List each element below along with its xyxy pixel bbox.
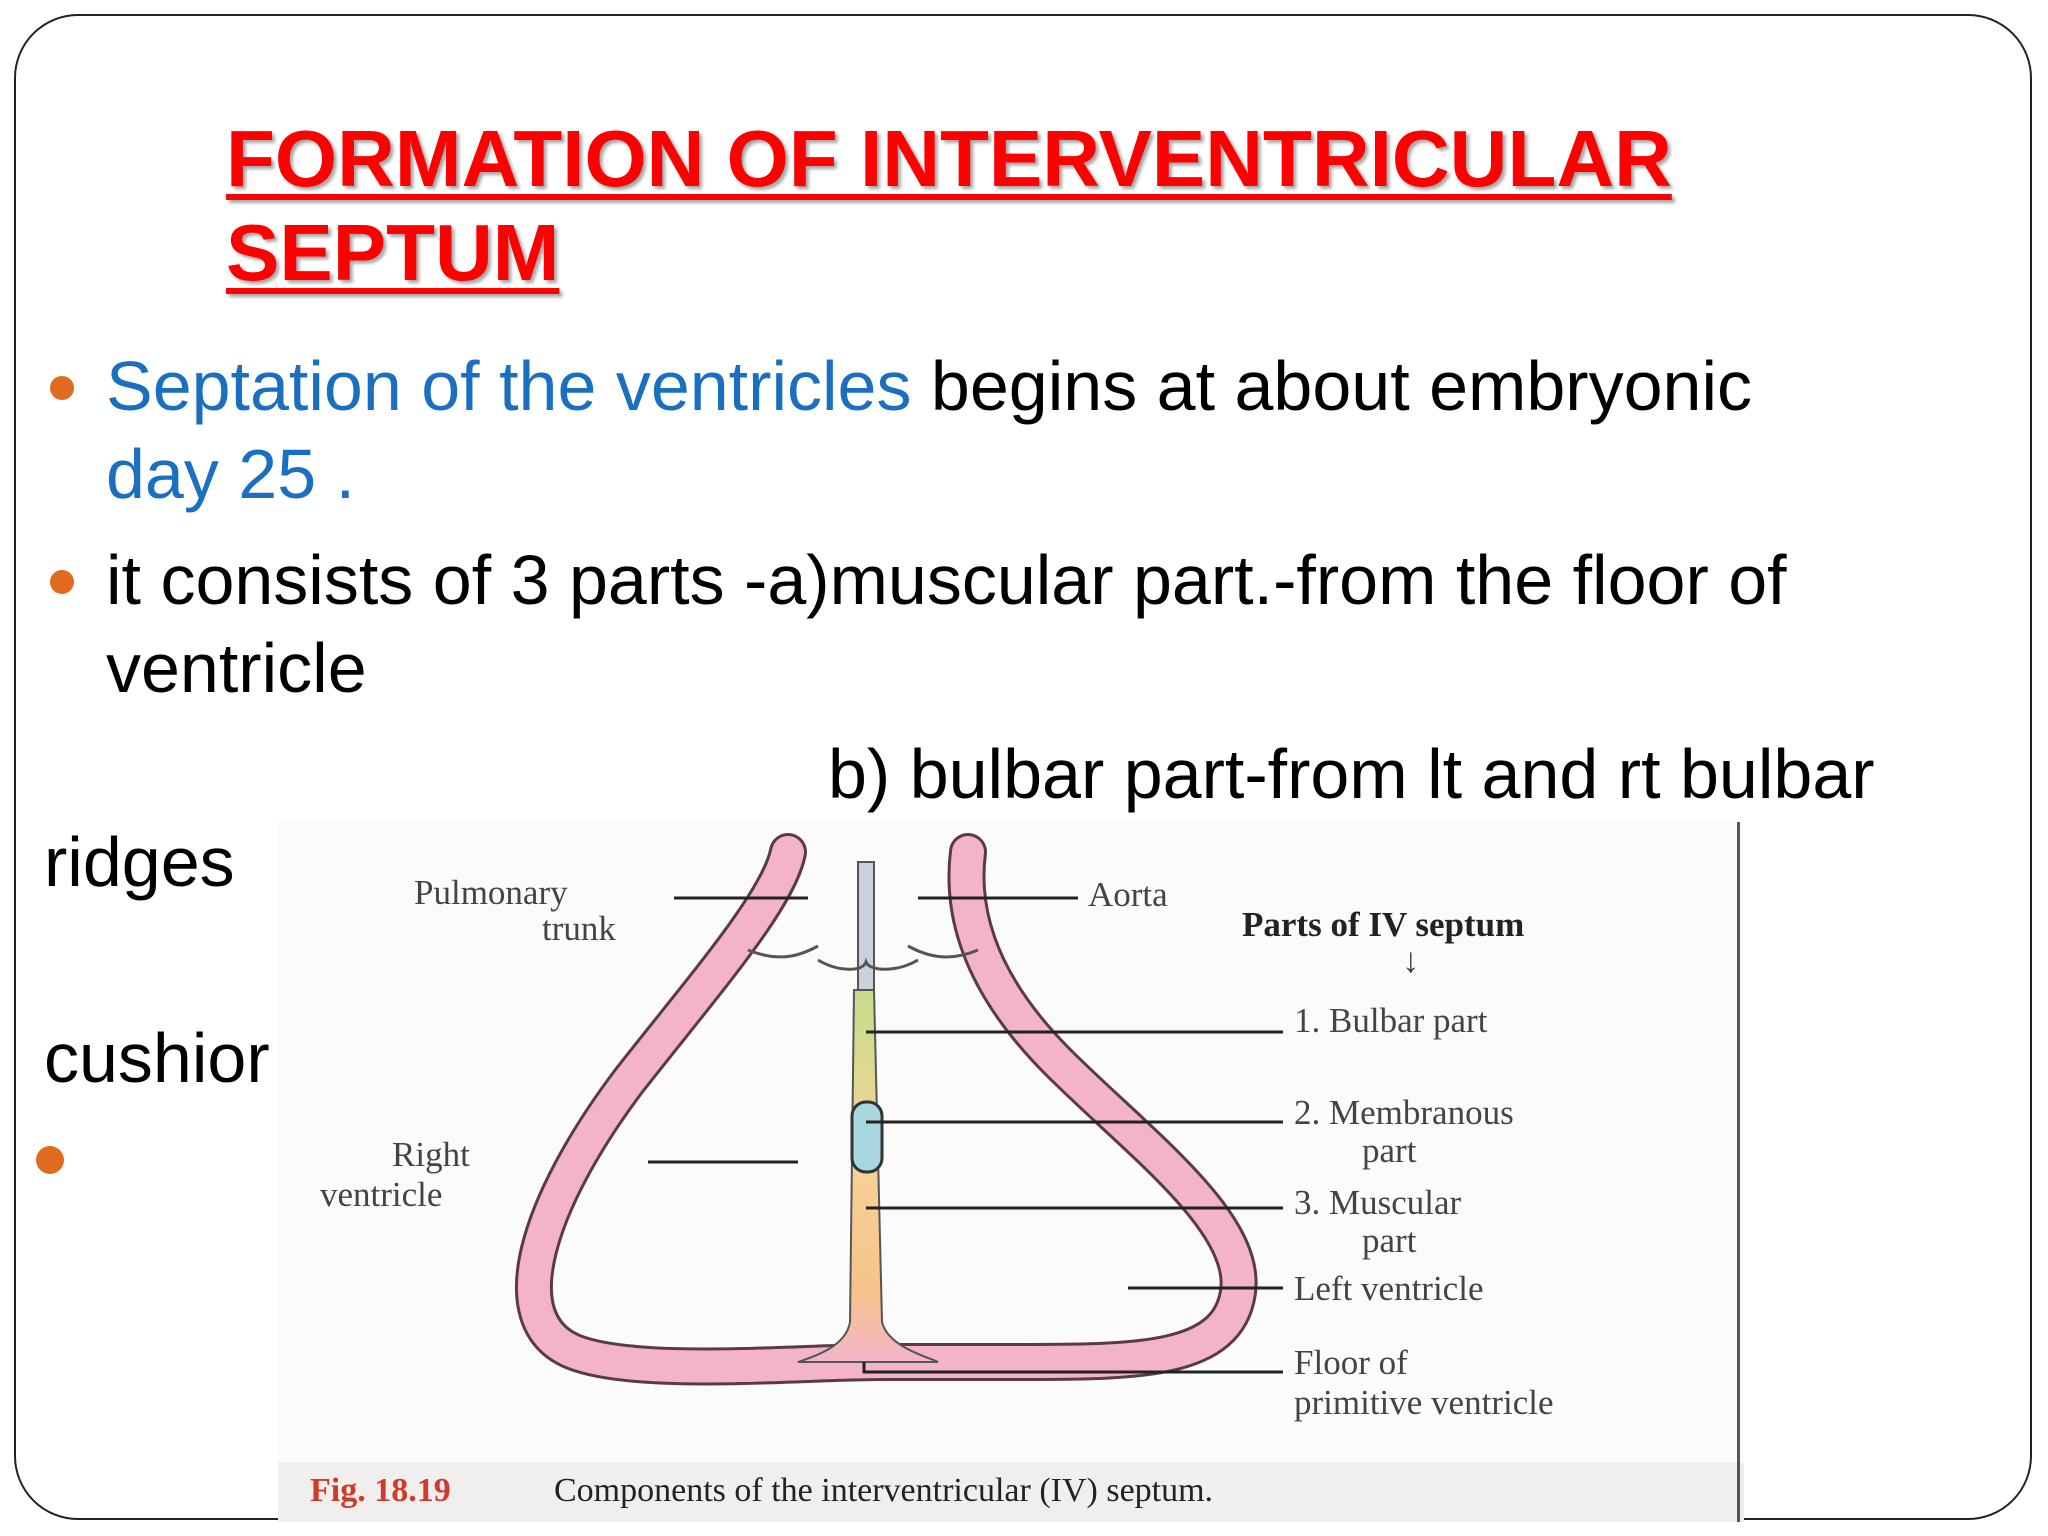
figure-border (1737, 822, 1740, 1522)
bullet-1-line-1 (106, 342, 1752, 430)
label-membranous-1: 2. Membranous (1294, 1093, 1514, 1132)
slide-title (226, 112, 1672, 300)
label-left-ventricle: Left ventricle (1294, 1269, 1484, 1308)
bullet-1-highlight: Septation of the ventricles (106, 347, 912, 425)
ridges-text: ridges (44, 823, 235, 901)
label-muscular-2: part (1362, 1221, 1417, 1260)
caption-fig-number: Fig. 18.19 (310, 1472, 451, 1509)
label-pulmonary-1: Pulmonary (414, 873, 568, 912)
label-membranous-2: part (1362, 1131, 1417, 1170)
label-parts-heading: Parts of IV septum (1242, 905, 1525, 944)
title-line-1: FORMATION OF INTERVENTRICULAR (226, 114, 1672, 203)
bulbar-line: b) bulbar part-from lt and rt bulbar (828, 735, 1875, 813)
label-floor-1: Floor of (1294, 1343, 1408, 1382)
caption-text: Components of the interventricular (IV) septum. (554, 1472, 1214, 1509)
label-floor-2: primitive ventricle (1294, 1383, 1554, 1422)
cushion-text: cushior (44, 1019, 270, 1097)
label-right-2: ventricle (320, 1175, 443, 1214)
label-aorta: Aorta (1088, 875, 1168, 914)
septum-figure (278, 822, 1744, 1522)
bullet-1-line-2: day 25 . (106, 435, 356, 513)
label-bulbar: 1. Bulbar part (1294, 1001, 1488, 1040)
label-muscular-1: 3. Muscular (1294, 1183, 1462, 1222)
title-line-2: SEPTUM (226, 208, 560, 297)
septum (798, 990, 938, 1362)
label-pulmonary-2: trunk (542, 909, 616, 948)
bullet-dot (50, 570, 74, 594)
label-right-1: Right (392, 1135, 470, 1174)
membranous-part (852, 1102, 882, 1172)
figure-caption (278, 1462, 1744, 1522)
bullet-dot (50, 376, 74, 400)
label-arrow: ↓ (1402, 941, 1420, 980)
bullet-2-line-2: ventricle (106, 629, 367, 707)
leader-lines (648, 898, 1283, 1372)
bullet-dot (36, 1146, 64, 1174)
bullet-1-rest: begins at about embryonic (911, 347, 1752, 425)
bullet-2-line-1: it consists of 3 parts -a)muscular part.-from the floor of (106, 541, 1787, 619)
